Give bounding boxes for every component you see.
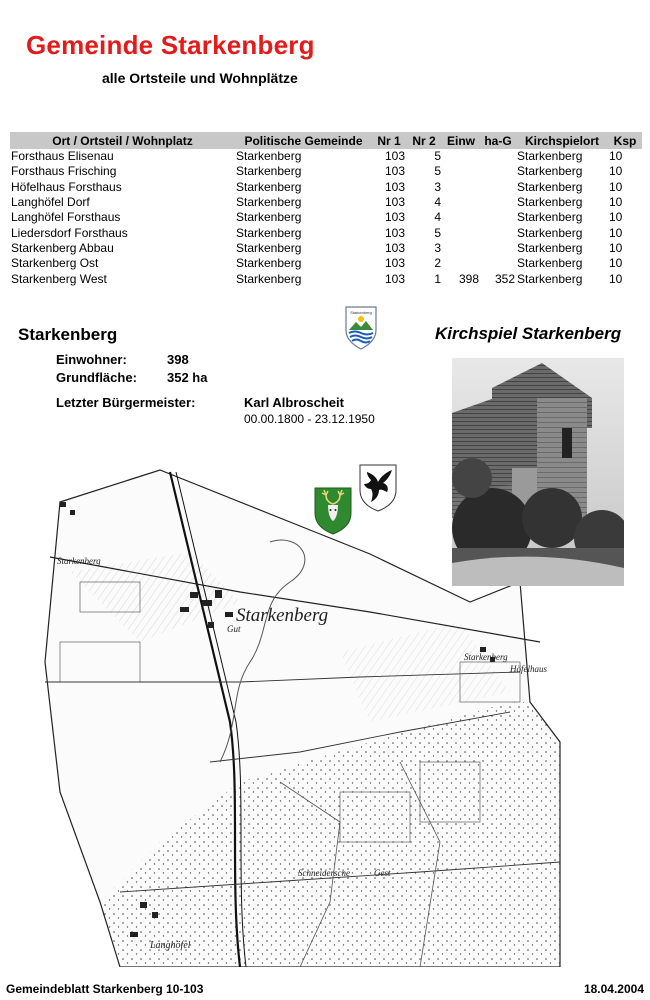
cell-nr1: 103: [384, 179, 405, 194]
cell-nr2: 4: [434, 210, 441, 225]
einwohner-value: 398: [167, 352, 189, 367]
table-row: [10, 210, 642, 225]
mayor-name: Karl Albroscheit: [244, 395, 344, 410]
table-row: [10, 149, 642, 164]
cell-ksp: 10: [609, 256, 623, 271]
cell-ksp: 10: [609, 271, 623, 286]
deer-crest-icon: [314, 487, 352, 535]
einwohner-label: Einwohner:: [56, 352, 127, 367]
map-label-gest: Gest: [374, 868, 391, 878]
cell-hag: [480, 164, 516, 179]
crest-label: Starkenberg: [350, 310, 372, 315]
cell-nr1: 103: [384, 225, 405, 240]
cell-ort: Liedersdorf Forsthaus: [11, 225, 128, 240]
cell-ksp: 10: [609, 149, 623, 164]
cell-nr1: 103: [384, 256, 405, 271]
table-row: [10, 225, 642, 240]
cell-einw: 398: [458, 271, 479, 286]
cell-ort: Forsthaus Frisching: [11, 164, 117, 179]
cell-kirchspielort: Starkenberg: [517, 225, 583, 240]
map-label-east: Starkenberg: [464, 652, 508, 662]
cell-ort: Starkenberg West: [11, 271, 107, 286]
cell-ksp: 10: [609, 210, 623, 225]
cell-kirchspielort: Starkenberg: [517, 149, 583, 164]
table-row: [10, 271, 642, 286]
map-label-schneidersche: Schneidersche: [298, 868, 350, 878]
mayor-dates: 00.00.1800 - 23.12.1950: [244, 412, 375, 426]
cell-ort: Starkenberg Abbau: [11, 240, 114, 255]
cell-nr2: 1: [434, 271, 441, 286]
page-subtitle: alle Ortsteile und Wohnplätze: [102, 70, 298, 86]
cell-nr2: 5: [434, 164, 441, 179]
cell-kirchspielort: Starkenberg: [517, 240, 583, 255]
column-header: Politische Gemeinde: [235, 132, 372, 149]
cell-kirchspielort: Starkenberg: [517, 256, 583, 271]
cell-kirchspielort: Starkenberg: [517, 164, 583, 179]
column-header: Ksp: [608, 132, 642, 149]
cell-ort: Höfelhaus Forsthaus: [11, 179, 122, 194]
church-photo: [452, 358, 624, 586]
cell-nr2: 3: [434, 179, 441, 194]
map-label-langhoefel: Langhöfel: [150, 940, 191, 951]
cell-kirchspielort: Starkenberg: [517, 195, 583, 210]
cell-gemeinde: Starkenberg: [236, 149, 302, 164]
cell-hag: 352: [494, 271, 515, 286]
cell-nr1: 103: [384, 210, 405, 225]
cell-ksp: 10: [609, 195, 623, 210]
cell-einw: [442, 149, 480, 164]
cell-ksp: 10: [609, 225, 623, 240]
cell-kirchspielort: Starkenberg: [517, 271, 583, 286]
footer-left: Gemeindeblatt Starkenberg 10-103: [6, 982, 204, 996]
cell-gemeinde: Starkenberg: [236, 195, 302, 210]
cell-ort: Starkenberg Ost: [11, 256, 99, 271]
eagle-crest-icon: [359, 464, 397, 512]
cell-nr2: 2: [434, 256, 441, 271]
cell-gemeinde: Starkenberg: [236, 210, 302, 225]
cell-gemeinde: Starkenberg: [236, 164, 302, 179]
column-header: Kirchspielort: [516, 132, 608, 149]
table-row: [10, 195, 642, 210]
cell-nr2: 3: [434, 240, 441, 255]
cell-kirchspielort: Starkenberg: [517, 179, 583, 194]
cell-gemeinde: Starkenberg: [236, 225, 302, 240]
starkenberg-crest-icon: [345, 306, 377, 350]
cell-hag: [480, 256, 516, 271]
map-label-west: Starkenberg: [57, 556, 101, 566]
cell-einw: [442, 210, 480, 225]
cell-einw: [442, 195, 480, 210]
cell-einw: [442, 180, 480, 195]
cell-hag: [480, 180, 516, 195]
cell-hag: [480, 149, 516, 164]
cell-hag: [480, 210, 516, 225]
table-row: [10, 164, 642, 179]
cell-nr1: 103: [384, 149, 405, 164]
mayor-label: Letzter Bürgermeister:: [56, 395, 196, 410]
column-header: Nr 1: [372, 132, 406, 149]
cell-einw: [442, 241, 480, 256]
kirchspiel-heading: Kirchspiel Starkenberg: [435, 324, 622, 343]
cell-nr1: 103: [384, 164, 405, 179]
cell-nr1: 103: [384, 195, 405, 210]
map-label-gut: Gut: [227, 624, 241, 634]
page-title: Gemeinde Starkenberg: [26, 30, 315, 60]
cell-einw: [442, 164, 480, 179]
cell-gemeinde: Starkenberg: [236, 256, 302, 271]
cell-ksp: 10: [609, 164, 623, 179]
cell-nr1: 103: [384, 240, 405, 255]
table-row: [10, 256, 642, 271]
table-row: [10, 241, 642, 256]
cell-ksp: 10: [609, 240, 623, 255]
cell-hag: [480, 195, 516, 210]
cell-ksp: 10: [609, 179, 623, 194]
column-header: Nr 2: [406, 132, 442, 149]
cell-einw: [442, 225, 480, 240]
cell-nr2: 5: [434, 225, 441, 240]
cell-hag: [480, 241, 516, 256]
table-row: [10, 180, 642, 195]
place-name: Starkenberg: [18, 325, 118, 344]
cell-einw: [442, 256, 480, 271]
column-header: ha-G: [480, 132, 516, 149]
column-header: Ort / Ortsteil / Wohnplatz: [10, 132, 235, 149]
cell-ort: Langhöfel Forsthaus: [11, 210, 121, 225]
cell-nr2: 4: [434, 195, 441, 210]
cell-ort: Forsthaus Elisenau: [11, 149, 114, 164]
column-header: Einw: [442, 132, 480, 149]
cell-gemeinde: Starkenberg: [236, 271, 302, 286]
cell-hag: [480, 225, 516, 240]
footer-date: 18.04.2004: [583, 982, 644, 996]
table-header-row: [10, 132, 642, 149]
cell-nr2: 5: [434, 149, 441, 164]
cell-ort: Langhöfel Dorf: [11, 195, 90, 210]
places-table: [10, 132, 642, 287]
flaeche-value: 352 ha: [167, 370, 208, 385]
map-label-hoefelhaus: Höfelhaus: [510, 664, 547, 674]
flaeche-label: Grundfläche:: [56, 370, 137, 385]
cell-gemeinde: Starkenberg: [236, 179, 302, 194]
map-label-starkenberg: Starkenberg: [236, 605, 329, 626]
cell-gemeinde: Starkenberg: [236, 240, 302, 255]
cell-kirchspielort: Starkenberg: [517, 210, 583, 225]
cell-nr1: 103: [384, 271, 405, 286]
